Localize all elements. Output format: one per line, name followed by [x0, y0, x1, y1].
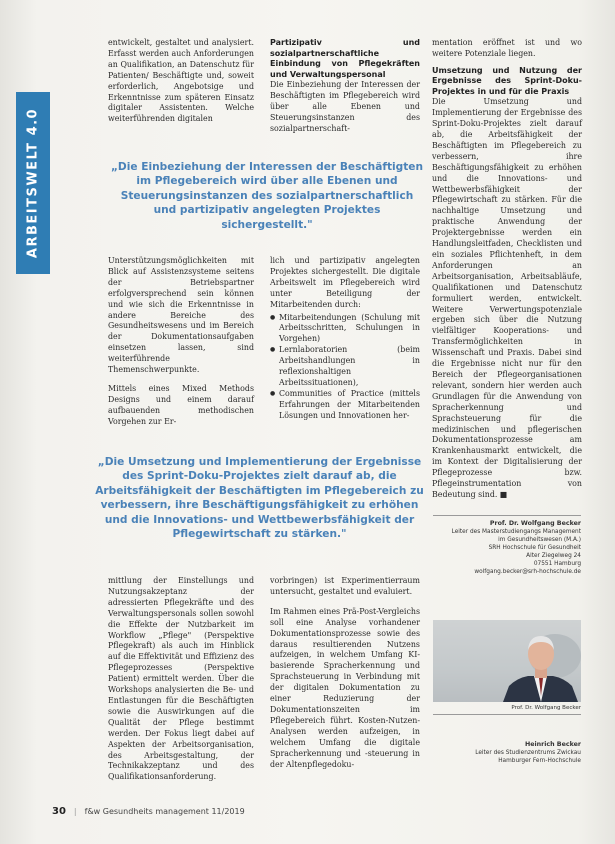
top-column-1-text: entwickelt, gestaltet und analysiert. Erfasst werden auch Anforderungen an Qualifikation, an Datenschutz für Patienten/ Beschäftigte und, soweit erforderlich, Angebotsige und Erkenntnisse zum späteren Einsatz digitaler Assistenten. Welche weiterführenden digitalen	[108, 38, 254, 124]
photo-caption: Prof. Dr. Wolfgang Becker	[511, 705, 581, 711]
page-footer	[52, 806, 245, 817]
bottom-column-2-text-a: vorbringen) ist Experimentierraum untersucht, gestaltet und evaluiert.	[270, 576, 420, 596]
publication-name: f&w Gesundheits management 11/2019	[84, 807, 245, 816]
author-line: Hamburger Fern-Hochschule	[498, 758, 581, 764]
top-column-2-text: Die Einbeziehung der Interessen der Beschäftigten im Pflegebereich wird über alle Ebenen und Steuerungsinstanzen des sozialpartnerschaft-	[270, 80, 420, 133]
top-column-2	[270, 38, 420, 135]
middle-column-1-text-b: Mittels eines Mixed Methods Designs und einem darauf aufbauenden methodischen Vorgehen zur Er-	[108, 383, 254, 426]
middle-column-1-text-a: Unterstützungsmöglichkeiten mit Blick auf Assistenzsysteme seitens der Betriebspartner erfolgversprechend sein können und wie sich die Erkenntnisse in andere Bereiche des Gesundheitswesens und im Bereich der Dokumentationsaufgaben einsetzen lassen, sind weiterführende Themenschwerpunkte.	[108, 256, 254, 375]
author-line: Leiter des Studienzentrums Zwickau	[475, 750, 581, 756]
list-item: ● Communities of Practice (mittels Erfahrungen der Mitarbeitenden Lösungen und Innovationen her-	[270, 389, 420, 422]
author-info	[433, 520, 581, 576]
top-column-1	[108, 38, 254, 125]
divider	[433, 515, 581, 516]
middle-column-1	[108, 256, 254, 428]
page-number: 30	[52, 806, 66, 817]
author-line: SRH Hochschule für Gesundheit	[488, 545, 581, 551]
middle-column-2-intro: lich und partizipativ angelegten Projektes sichergestellt. Die digitale Arbeitswelt im Pflegebereich wird unter Beteiligung der Mitarbeitenden durch:	[270, 256, 420, 309]
author-line: Leiter des Masterstudiengangs Management	[451, 529, 581, 535]
bottom-column-1-text: mittlung der Einstellungs und Nutzungsakzeptanz der adressierten Pflegekräfte und des Verwaltungspersonals sollen sowohl die Effekte der Nutzbarkeit im Workflow „Pflege" (Perspektive Pflegekraft) als auch im Hinblick auf die Effektivität und Effizienz des Pflegeprozesses (Perspektive Patient) ermittelt werden. Über die Workshops analysierten die Be- und Entlastungen für die Beschäftigten sowie die Auswirkungen auf die Qualität der Pflege bestimmt werden. Der Fokus liegt dabei auf Aspekten der Arbeitsorganisation, des Arbeitsgestaltung, der Technikakzeptanz und des Qualifikationsanforderung.	[108, 576, 254, 782]
section-heading-participation: Partizipativ und sozialpartnerschaftliche Einbindung von Pflegekräften und Verwaltungspersonal	[270, 38, 420, 79]
author-name: Prof. Dr. Wolfgang Becker	[489, 520, 581, 527]
list-item: ● Lernlaboratorien (beim Arbeitshandlungen in reflexionshaltigen Arbeitssituationen),	[270, 345, 420, 389]
author-info-2	[433, 741, 581, 765]
pull-quote-1: „Die Einbeziehung der Interessen der Beschäftigten im Pflegebereich wird über alle Ebenen und Steuerungsinstanzen des sozialpartnerschaftlich und partizipativ angelegten Projektes sichergestellt."	[110, 161, 424, 231]
section-heading-implementation: Umsetzung und Nutzung der Ergebnisse des Sprint-Doku-Projektes in und für die Praxis	[432, 65, 582, 96]
section-tab-label: ARBEITSWELT 4.0	[25, 107, 41, 259]
method-list	[270, 313, 420, 422]
bottom-column-2-text-b: Im Rahmen eines Prä-Post-Vergleichs soll eine Analyse vorhandener Dokumentationsprozesse sowie des daraus resultierenden Nutzens aufzeigen, in welchem Umfang KI-basierende Spracherkennung und Sprachsteuerung in Verbindung mit der digitalen Dokumentation zu einer Reduzierung der Dokumentationszeiten im Pflegebereich führt. Kosten-Nutzen-Analysen werden aufzeigen, in welchem Umfang die digitale Spracherkennung und -steuerung in der Altenpflegedoku-	[270, 606, 420, 769]
author-line: im Gesundheitswesen (M.A.)	[498, 537, 581, 543]
section-tab	[16, 92, 50, 274]
divider	[433, 714, 581, 715]
author-name: Heinrich Becker	[524, 741, 581, 748]
author-line: wolfgang.becker@srh-hochschule.de	[474, 569, 581, 575]
top-column-3-intro: mentation eröffnet ist und wo weitere Potenziale liegen.	[432, 38, 582, 58]
author-line: Alter Ziegelweg 24	[526, 553, 581, 559]
top-column-3	[432, 38, 582, 501]
author-photo	[433, 620, 581, 702]
footer-separator: |	[73, 807, 77, 816]
top-column-3-text: Die Umsetzung und Implementierung der Ergebnisse des Sprint-Doku-Projektes zielt darauf ab, die Arbeitsfähigkeit der Beschäftigten im Pflegebereich zu verbessern, ihre Beschäftigungsfähigkeit zu erhöhen und die Innovations- und Wettbewerbsfähigkeit der Pflegewirtschaft zu stärken. Für die nachhaltige Umsetzung und praktische Anwendung der Projektergebnisse werden ein Handlungsleitfaden, Checklisten und ein soziales Pflichtenheft, in dem Anforderungen an Arbeitsorganisation, Arbeitsabläufe, Qualifikationen und Datenschutz formuliert werden, entwickelt. Weitere Verwertungspotenziale ergeben sich über die Nutzung vielfältiger Kooperations- und Transfermöglichkeiten in Wissenschaft und Praxis. Dabei sind die Ergebnisse nicht nur für den Bereich der Pflegeorganisationen relevant, sondern hier werden auch Grundlagen für die Anwendung von Spracherkennung und Sprachsteuerung für die medizinischen und pflegerischen Dokumentationsprozesse am Krankenhausmarkt entwickelt, die im Kontext der Digitalisierung der Pflegeprozesse bzw. Pflegeinstrumentation von Bedeutung sind. ■	[432, 97, 582, 499]
middle-column-2	[270, 256, 420, 422]
bottom-column-1	[108, 576, 254, 783]
pull-quote-2: „Die Umsetzung und Implementierung der Ergebnisse des Sprint-Doku-Projektes zielt darauf ab, die Arbeitsfähigkeit der Beschäftigten im Pflegebereich zu verbessern, ihre Beschäftigungsfähigkeit zu erhöhen und die Innovations- und Wettbewerbsfähigkeit der Pflegewirtschaft zu stärken."	[95, 456, 424, 541]
list-item: ● Mitarbeitendungen (Schulung mit Arbeitsschritten, Schulungen in Vorgehen)	[270, 313, 420, 346]
portrait-image	[433, 620, 581, 702]
bottom-column-2	[270, 576, 420, 770]
author-line: 07551 Hamburg	[533, 561, 581, 567]
